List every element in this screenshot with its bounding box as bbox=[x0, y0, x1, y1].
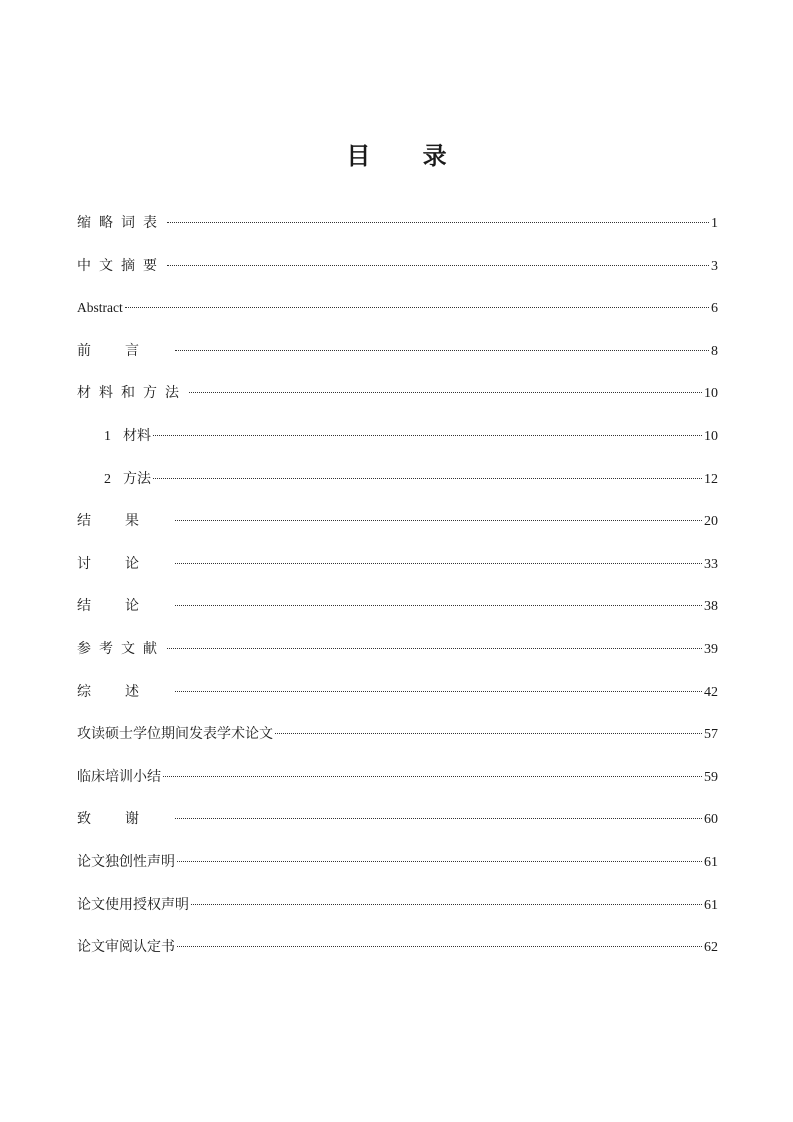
dot-leader bbox=[177, 861, 702, 862]
toc-entry-results[interactable] bbox=[77, 509, 718, 552]
toc-entry-conclusion[interactable] bbox=[77, 594, 718, 637]
toc-section-number: 1 bbox=[104, 428, 111, 444]
dot-leader bbox=[175, 563, 702, 564]
toc-entry-materials[interactable] bbox=[77, 424, 718, 467]
toc-label: 论文审阅认定书 bbox=[77, 939, 175, 956]
toc-page-number: 10 bbox=[704, 428, 718, 444]
toc-label: Abstract bbox=[77, 300, 123, 316]
dot-leader bbox=[175, 520, 702, 521]
toc-label: 临床培训小结 bbox=[77, 768, 161, 785]
toc-page-number: 59 bbox=[704, 769, 718, 785]
dot-leader bbox=[167, 648, 702, 649]
toc-page-number: 6 bbox=[711, 301, 718, 317]
toc-label: 结论 bbox=[77, 598, 173, 615]
toc-entry-abstract[interactable] bbox=[77, 296, 718, 339]
table-of-contents bbox=[77, 211, 718, 978]
toc-entry-methods[interactable] bbox=[77, 467, 718, 510]
toc-label: 结果 bbox=[77, 513, 173, 530]
toc-page-number: 8 bbox=[711, 343, 718, 359]
toc-page-number: 61 bbox=[704, 854, 718, 870]
toc-label: 材料 bbox=[123, 427, 151, 444]
toc-entry-references[interactable] bbox=[77, 637, 718, 680]
toc-page-number: 39 bbox=[704, 641, 718, 657]
dot-leader bbox=[153, 478, 702, 479]
dot-leader bbox=[153, 435, 702, 436]
toc-page-number: 33 bbox=[704, 556, 718, 572]
toc-page-number: 57 bbox=[704, 727, 718, 743]
toc-label: 致谢 bbox=[77, 811, 173, 828]
dot-leader bbox=[175, 691, 702, 692]
toc-label: 缩略词表 bbox=[77, 215, 165, 231]
page-title: 目 录 bbox=[346, 141, 469, 171]
toc-label: 参考文献 bbox=[77, 640, 165, 657]
toc-entry-discussion[interactable] bbox=[77, 552, 718, 595]
toc-page-number: 1 bbox=[711, 216, 718, 231]
toc-label: 攻读硕士学位期间发表学术论文 bbox=[77, 726, 273, 743]
dot-leader bbox=[177, 946, 702, 947]
toc-entry-review[interactable] bbox=[77, 680, 718, 723]
dot-leader bbox=[175, 350, 709, 351]
toc-page-number: 38 bbox=[704, 599, 718, 615]
toc-entry-preface[interactable] bbox=[77, 339, 718, 382]
toc-entry-abbreviations[interactable] bbox=[77, 211, 718, 254]
dot-leader bbox=[175, 818, 702, 819]
toc-entry-materials-methods[interactable] bbox=[77, 381, 718, 424]
dot-leader bbox=[167, 265, 709, 266]
toc-label: 前言 bbox=[77, 342, 173, 359]
toc-page-number: 10 bbox=[704, 386, 718, 402]
toc-page-number: 60 bbox=[704, 812, 718, 828]
dot-leader bbox=[125, 307, 709, 308]
dot-leader bbox=[191, 904, 702, 905]
dot-leader bbox=[163, 776, 702, 777]
toc-page-number: 3 bbox=[711, 258, 718, 274]
toc-entry-clinical-training[interactable] bbox=[77, 765, 718, 808]
dot-leader bbox=[189, 392, 702, 393]
toc-label: 材料和方法 bbox=[77, 385, 187, 402]
toc-page-number: 12 bbox=[704, 471, 718, 487]
toc-label: 论文使用授权声明 bbox=[77, 896, 189, 913]
toc-page-number: 20 bbox=[704, 514, 718, 530]
toc-label: 中文摘要 bbox=[77, 257, 165, 274]
toc-page-number: 42 bbox=[704, 684, 718, 700]
toc-entry-acknowledgements[interactable] bbox=[77, 807, 718, 850]
dot-leader bbox=[167, 222, 709, 223]
dot-leader bbox=[275, 733, 702, 734]
dot-leader bbox=[175, 605, 702, 606]
toc-page-number: 62 bbox=[704, 940, 718, 956]
toc-entry-chinese-abstract[interactable] bbox=[77, 254, 718, 297]
toc-section-number: 2 bbox=[104, 471, 111, 487]
toc-label: 讨论 bbox=[77, 555, 173, 572]
toc-entry-review-certificate[interactable] bbox=[77, 935, 718, 978]
toc-label: 方法 bbox=[123, 470, 151, 487]
toc-label: 论文独创性声明 bbox=[77, 853, 175, 870]
toc-entry-authorization-statement[interactable] bbox=[77, 893, 718, 936]
toc-entry-originality-statement[interactable] bbox=[77, 850, 718, 893]
toc-entry-publications[interactable] bbox=[77, 722, 718, 765]
toc-label: 综述 bbox=[77, 683, 173, 700]
toc-page-number: 61 bbox=[704, 897, 718, 913]
